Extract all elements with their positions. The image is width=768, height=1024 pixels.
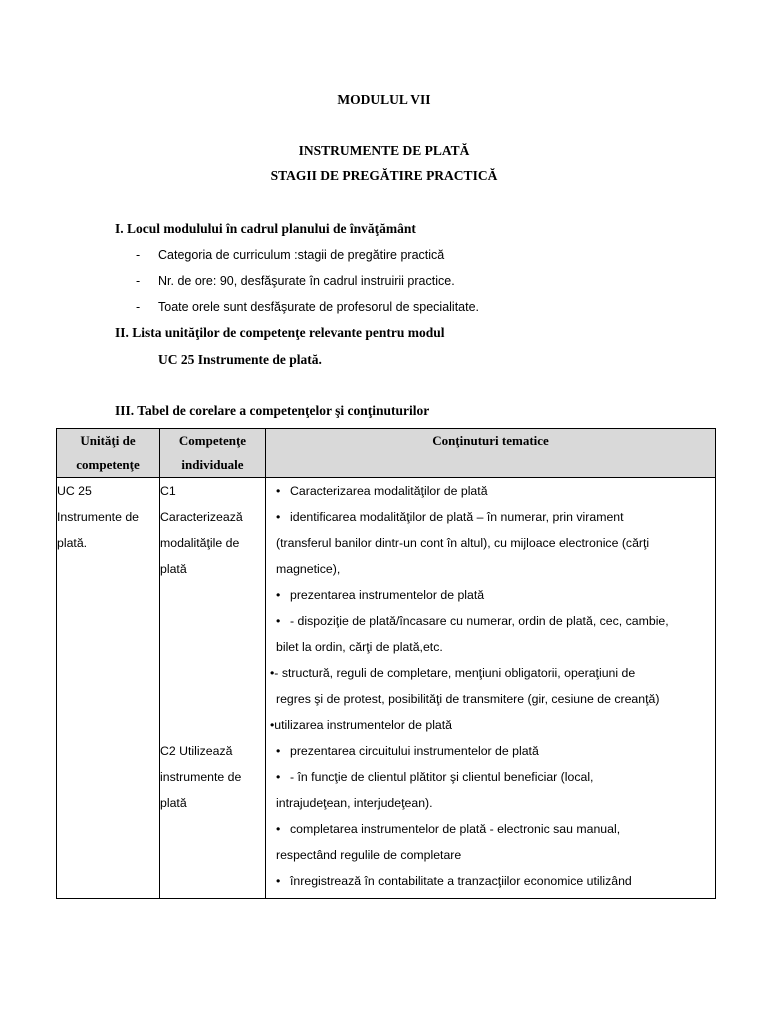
competence-c2-line: instrumente de (160, 770, 242, 784)
competence-c1-line: Caracterizează (160, 510, 243, 524)
bullet-icon: • (276, 744, 281, 758)
unit-line: UC 25 (57, 484, 92, 498)
content-text: prezentarea circuitului instrumentelor de plată (290, 744, 539, 758)
content-text: magnetice), (276, 562, 341, 576)
unit-line: Instrumente de (57, 510, 140, 524)
content-text: regres şi de protest, posibilităţi de transmitere (gir, cesiune de creanţă) (276, 692, 660, 706)
content-text: - în funcţie de clientul plătitor şi clientul beneficiar (local, (290, 770, 594, 784)
section1-item-text: Nr. de ore: 90, desfăşurate în cadrul instruirii practice. (158, 274, 455, 288)
content-text: respectând regulile de completare (276, 848, 462, 862)
content-bullet (266, 868, 715, 894)
bullet-icon: • (276, 484, 281, 498)
content-text: - dispoziţie de plată/încasare cu numerar, ordin de plată, cec, cambie, (290, 614, 669, 628)
section2-heading: II. Lista unităţilor de competenţe relevante pentru modul (115, 325, 445, 340)
content-text: bilet la ordin, cărţi de plată,etc. (276, 640, 443, 654)
bullet-icon: • (276, 588, 281, 602)
content-bullet (266, 816, 715, 842)
content-bullet (266, 478, 715, 504)
bullet-icon: • (276, 614, 281, 628)
contents-cell (266, 478, 716, 899)
competence-c1-line: modalităţile de (160, 536, 240, 550)
content-text: completarea instrumentelor de plată - electronic sau manual, (290, 822, 621, 836)
header-competences (160, 429, 266, 478)
section1-item: - Toate orele sunt desfăşurate de profesorul de specialitate. (136, 300, 480, 314)
header-competences-line1: Competenţe (178, 433, 247, 448)
content-text: Caracterizarea modalităţilor de plată (290, 484, 488, 498)
content-bullet (266, 504, 715, 530)
unit-cell (57, 478, 160, 899)
correlation-table (56, 428, 716, 899)
content-bullet (266, 738, 715, 764)
section1-heading: I. Locul modulului în cadrul planului de învăţământ (115, 221, 416, 236)
table-header-row (57, 429, 716, 478)
bullet-icon: • (276, 822, 281, 836)
section1-item-text: Categoria de curriculum :stagii de pregătire practică (158, 248, 445, 262)
content-bullet (266, 764, 715, 790)
content-bullet (266, 608, 715, 634)
section2-unit: UC 25 Instrumente de plată. (158, 352, 322, 367)
header-units (57, 429, 160, 478)
header-contents-text: Conţinuturi tematice (432, 433, 549, 448)
content-text: •- structură, reguli de completare, menţiuni obligatorii, operaţiuni de (270, 666, 636, 680)
content-text: înregistrează în contabilitate a tranzacţiilor economice utilizând (290, 874, 632, 888)
module-number: MODULUL VII (337, 92, 431, 107)
content-text: intrajudeţean, interjudeţean). (276, 796, 433, 810)
content-text: (transferul banilor dintr-un cont în altul), cu mijloace electronice (cărţi (276, 536, 650, 550)
bullet-icon: • (276, 510, 281, 524)
section1-item: - Nr. de ore: 90, desfăşurate în cadrul instruirii practice. (136, 274, 455, 288)
section3-heading: III. Tabel de corelare a competenţelor şi conţinuturilor (115, 403, 430, 418)
content-text: •utilizarea instrumentelor de plată (270, 718, 453, 732)
header-competences-line2: individuale (181, 457, 244, 472)
header-units-line1: Unităţi de (80, 433, 136, 448)
competence-c1-line: plată (160, 562, 187, 576)
table-row (57, 478, 716, 899)
module-title: INSTRUMENTE DE PLATĂ (298, 143, 470, 158)
competence-c2-line: C2 Utilizează (160, 744, 233, 758)
section1-item-text: Toate orele sunt desfăşurate de profesorul de specialitate. (158, 300, 480, 314)
header-units-line2: competenţe (76, 457, 140, 472)
competence-cell (160, 478, 266, 899)
content-bullet (266, 582, 715, 608)
competence-c2-line: plată (160, 796, 187, 810)
bullet-icon: • (276, 874, 281, 888)
competence-c1-line: C1 (160, 484, 176, 498)
unit-line: plată. (57, 536, 88, 550)
header-contents (266, 429, 716, 478)
module-subtitle: STAGII DE PREGĂTIRE PRACTICĂ (270, 168, 498, 183)
section1-item: - Categoria de curriculum :stagii de pregătire practică (136, 248, 445, 262)
bullet-icon: • (276, 770, 281, 784)
content-text: identificarea modalităţilor de plată – în numerar, prin virament (290, 510, 624, 524)
content-text: prezentarea instrumentelor de plată (290, 588, 485, 602)
